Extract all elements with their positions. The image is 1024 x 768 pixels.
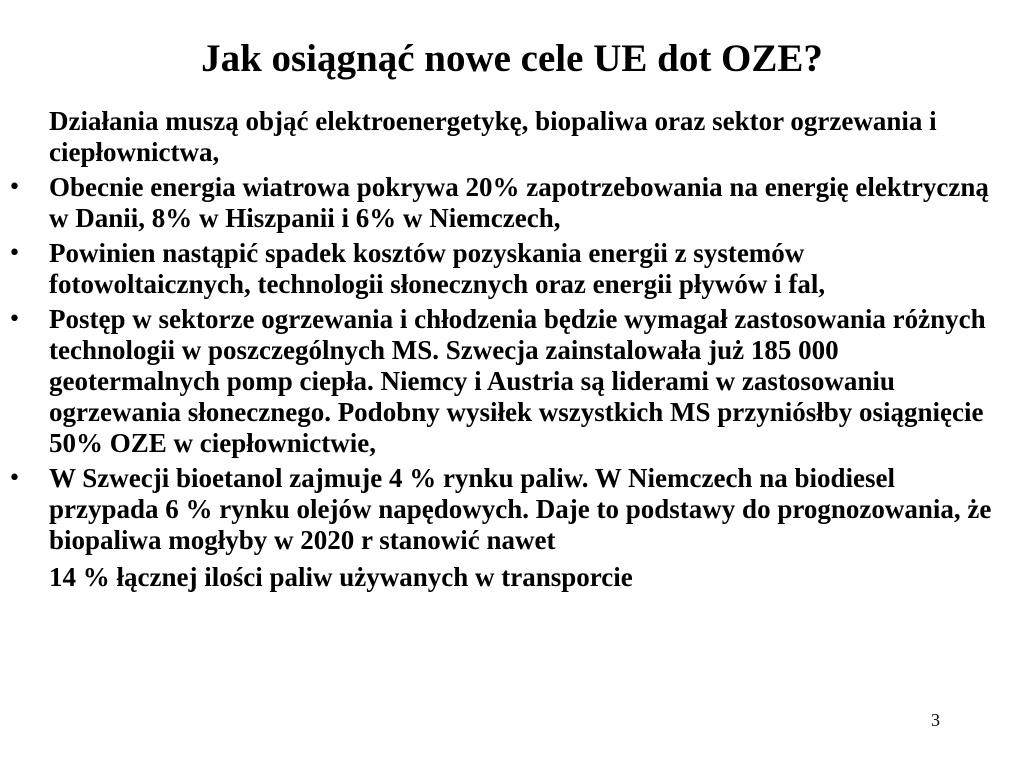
slide-title: Jak osiągnąć nowe cele UE dot OZE? bbox=[201, 37, 823, 80]
slide-body bbox=[0, 106, 1024, 597]
intro-paragraph: Działania muszą objąć elektroenergetykę, biopaliwa oraz sektor ogrzewania i ciepłownictwa, bbox=[49, 106, 937, 167]
bullet-icon: • bbox=[8, 466, 21, 491]
bullet-item bbox=[0, 172, 1024, 234]
bullet-text: Obecnie energia wiatrowa pokrywa 20% zapotrzebowania na energię elektryczną w Danii, 8% w Hiszpanii i 6% w Niemczech, bbox=[49, 172, 989, 233]
bullet-icon: • bbox=[8, 175, 21, 200]
bullet-item bbox=[0, 304, 1024, 459]
bullet-text: Postęp w sektorze ogrzewania i chłodzenia będzie wymagał zastosowania różnych technologii w poszczególnych MS. Szwecja zainstalowała już 185 000 geotermalnych pomp ciepła. Niemcy i Austria są liderami w zastosowaniu ogrzewania słonecznego. Podobny wysiłek wszystkich MS przyniósłby osiągnięcie 50% OZE w ciepłownictwie, bbox=[49, 304, 986, 458]
closing-paragraph: 14 % łącznej ilości paliw używanych w transporcie bbox=[49, 562, 633, 592]
bullet-icon: • bbox=[8, 241, 21, 266]
bullet-text: W Szwecji bioetanol zajmuje 4 % rynku paliw. W Niemczech na biodiesel przypada 6 % rynku olejów napędowych. Daje to podstawy do prognozowania, że biopaliwa mogłyby w 2020 r stanowić nawet bbox=[49, 463, 992, 555]
bullet-text: Powinien nastąpić spadek kosztów pozyskania energii z systemów fotowoltaicznych, technologii słonecznych oraz energii pływów i fal, bbox=[49, 238, 826, 299]
bullet-icon: • bbox=[8, 307, 21, 332]
bullet-item bbox=[0, 463, 1024, 556]
page-number: 3 bbox=[931, 710, 940, 730]
bullet-item bbox=[0, 238, 1024, 300]
